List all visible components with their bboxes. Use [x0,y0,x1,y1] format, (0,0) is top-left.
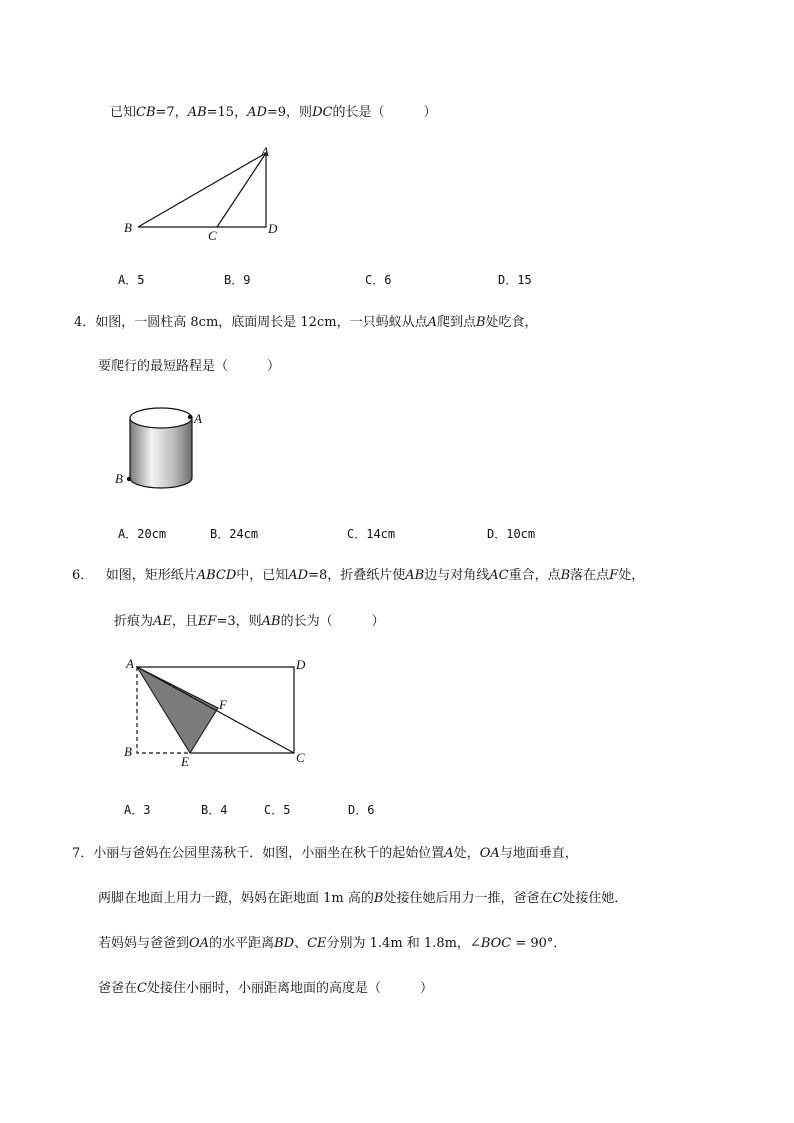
q6-text: ，且 [171,614,198,629]
q7-text: 处接住她后用力一推，爸爸在 [383,891,553,906]
q6-text: 边与对角线 [424,568,490,583]
q3-var: DC [312,105,333,120]
q7-var: C [552,891,563,906]
q3-option-c[interactable]: C．6 [365,273,392,287]
q3-text: =7， [155,105,188,120]
q7-text: = 90°． [511,936,567,951]
q3-label-a: A [261,144,269,159]
q4-point-b [127,477,131,481]
q4-label-b: B [115,471,123,486]
q3-option-d[interactable]: D．15 [498,273,532,287]
q7-text: 两脚在地面上用力一蹬，妈妈在距地面 1m 高的 [98,891,374,906]
q6-option-c[interactable]: C．5 [264,803,291,817]
q6-option-b[interactable]: B．4 [201,803,228,817]
q7-text: 分别为 1.4m 和 1.8m， [326,936,470,951]
q7-text: 、 [294,936,308,951]
q4-option-d[interactable]: D．10cm [487,527,536,541]
q3-option-b[interactable]: B．9 [224,273,251,287]
q4-stem-line1 [74,314,538,332]
q7-var: OA [479,846,500,861]
q4-var: B [475,315,486,330]
q7-stem-line4 [98,980,433,998]
q7-text: 的水平距离 [209,936,275,951]
q7-var: C [137,981,147,996]
q6-var: AD [288,568,309,583]
q6-var: AC [489,568,509,583]
q7-var: B [373,891,384,906]
q6-var: F [609,568,619,583]
q3-label-d: D [268,221,278,236]
q4-option-c[interactable]: C．14cm [347,527,396,541]
q6-label-d: D [296,657,306,672]
q7-text: 处， [453,846,480,861]
q3-label-b: B [124,220,132,235]
q6-rectangle-figure [120,655,320,770]
q7-var: ∠BOC [469,936,512,951]
q3-var: AB [187,105,207,120]
q7-var: CE [307,936,327,951]
q6-text: 处， [618,568,645,583]
q6-option-a[interactable]: A．3 [124,803,151,817]
q4-option-b[interactable]: B．24cm [210,527,259,541]
q7-text: 若妈妈与爸爸到 [98,936,190,951]
q6-text: 的长为（ ） [280,614,385,629]
q3-stem [110,104,436,122]
q4-text: 4．如图，一圆柱高 8cm，底面周长是 12cm，一只蚂蚁从点 [74,315,428,330]
q6-option-d[interactable]: D．6 [348,803,375,817]
q6-label-f: F [219,697,227,712]
q3-text: =9，则 [266,105,313,120]
q6-text: 6． [72,568,94,583]
q4-point-a [188,415,192,419]
q6-label-e: E [181,754,189,769]
q4-text: 处吃食， [485,315,538,330]
q6-var: ABCD [196,568,237,583]
q6-text: 中，已知 [236,568,289,583]
q6-text: 折痕为 [114,614,154,629]
q7-var: A [444,846,454,861]
q7-stem-line2 [98,890,627,908]
q3-option-a[interactable]: A．5 [118,273,145,287]
q6-label-c: C [296,750,305,765]
q7-stem-line1 [72,845,578,863]
q7-text: 处接住小丽时，小丽距离地面的高度是（ ） [146,981,433,996]
q6-var: EF [197,614,217,629]
q3-triangle-figure [120,140,290,250]
q6-text: =8，折叠纸片使 [308,568,406,583]
q7-text: 爸爸在 [98,981,138,996]
q7-text: 处接住她． [562,891,628,906]
q6-text: =3，则 [216,614,262,629]
q4-text: 爬到点 [436,315,476,330]
q6-text: 落在点 [570,568,610,583]
q7-text: 7．小丽与爸妈在公园里荡秋千．如图，小丽坐在秋千的起始位置 [72,846,445,861]
q6-stem-line1 [72,567,644,585]
q6-var: AB [405,568,425,583]
q3-var: CB [136,105,156,120]
q6-label-b: B [124,744,132,759]
q7-stem-line3 [98,935,566,953]
q6-text: 如图，矩形纸片 [105,568,197,583]
q6-var: AB [261,614,281,629]
q4-var: A [427,315,437,330]
q7-text: 与地面垂直， [499,846,578,861]
q4-stem-line2: 要爬行的最短路程是（ ） [98,359,281,374]
q6-text: 重合，点 [508,568,561,583]
q6-label-a: A [126,656,134,671]
q6-var: AE [153,614,172,629]
q7-var: OA [189,936,210,951]
q3-text: 的长是（ ） [332,105,437,120]
q6-stem-line2 [114,613,385,631]
q4-option-a[interactable]: A．20cm [118,527,167,541]
q4-cylinder-figure [110,400,220,500]
q4-label-a: A [194,411,202,426]
q3-text: 已知 [110,105,137,120]
q6-var: B [560,568,571,583]
q7-var: BD [274,936,295,951]
q3-label-c: C [208,228,217,243]
q3-var: AD [247,105,267,120]
q3-text: =15， [206,105,248,120]
